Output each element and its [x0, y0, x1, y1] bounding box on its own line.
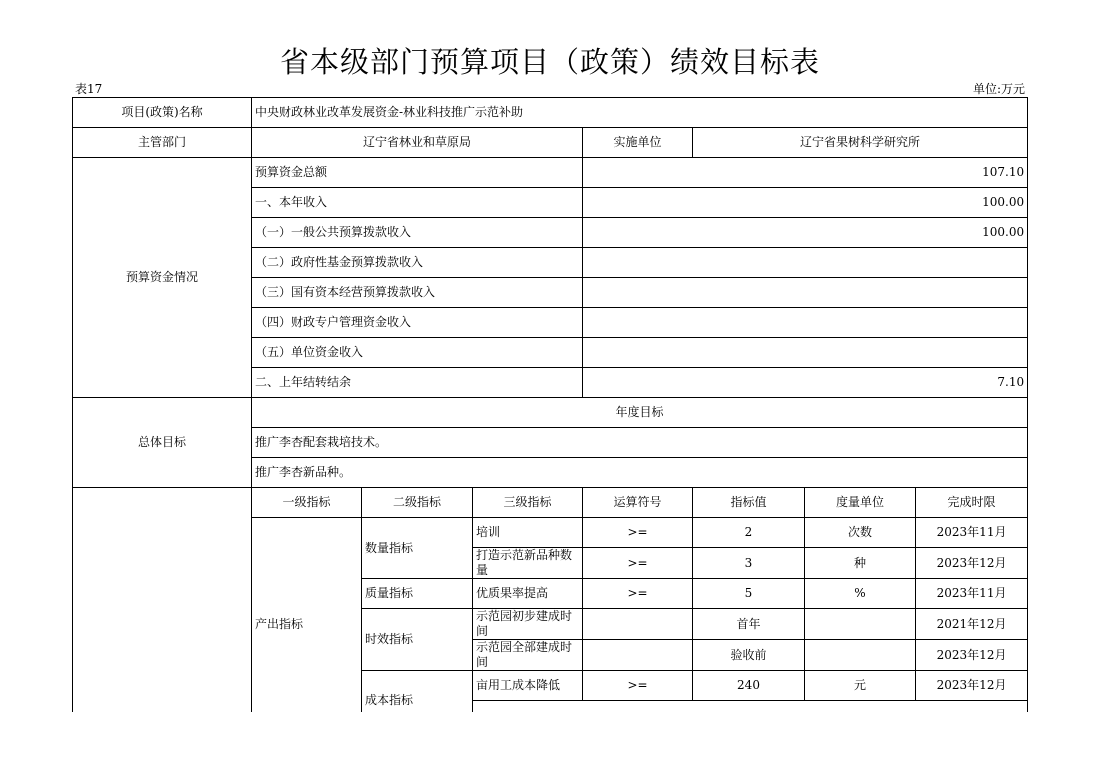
unit-cell: %	[805, 579, 916, 609]
value-cell: 2	[693, 518, 805, 548]
level2-cell: 时效指标	[362, 609, 473, 671]
level2-cell: 质量指标	[362, 579, 473, 609]
budget-row-value	[583, 338, 1028, 368]
page-cutoff	[0, 712, 1100, 778]
budget-row-value: 100.00	[583, 188, 1028, 218]
table-number: 表17	[75, 82, 103, 96]
value-cell: 3	[693, 548, 805, 579]
budget-row-label: （三）国有资本经营预算拨款收入	[252, 278, 583, 308]
dept-row	[73, 128, 1028, 158]
unit-label: 单位:万元	[972, 82, 1025, 96]
budget-row-label: 预算资金总额	[252, 158, 583, 188]
value-cell: 验收前	[693, 640, 805, 671]
goal-label: 总体目标	[73, 398, 252, 488]
header-level1: 一级指标	[252, 488, 362, 518]
indicator-header-row	[73, 488, 1028, 518]
value-cell: 5	[693, 579, 805, 609]
indicator-section-blank	[73, 488, 252, 731]
level2-cell: 成本指标	[362, 671, 473, 731]
budget-row-value	[583, 248, 1028, 278]
level3-cell: 培训	[473, 518, 583, 548]
goal-item: 推广李杏新品种。	[252, 458, 1028, 488]
level3-cell: 示范园初步建成时间	[473, 609, 583, 640]
header-value: 指标值	[693, 488, 805, 518]
dept-label: 主管部门	[73, 128, 252, 158]
operator-cell: >=	[583, 671, 693, 701]
goal-item: 推广李杏配套栽培技术。	[252, 428, 1028, 458]
value-cell: 首年	[693, 609, 805, 640]
deadline-cell: 2023年12月	[916, 640, 1028, 671]
level3-cell: 打造示范新品种数量	[473, 548, 583, 579]
header-level2: 二级指标	[362, 488, 473, 518]
year-goal-header: 年度目标	[252, 398, 1028, 428]
operator-cell: >=	[583, 518, 693, 548]
project-value: 中央财政林业改革发展资金-林业科技推广示范补助	[252, 98, 1028, 128]
level3-cell: 示范园全部建成时间	[473, 640, 583, 671]
operator-cell: >=	[583, 548, 693, 579]
deadline-cell: 2021年12月	[916, 609, 1028, 640]
level3-cell: 优质果率提高	[473, 579, 583, 609]
operator-cell	[583, 609, 693, 640]
impl-value: 辽宁省果树科学研究所	[693, 128, 1028, 158]
deadline-cell: 2023年12月	[916, 671, 1028, 701]
budget-row-value	[583, 278, 1028, 308]
performance-table	[72, 97, 1028, 731]
dept-value: 辽宁省林业和草原局	[252, 128, 583, 158]
header-level3: 三级指标	[473, 488, 583, 518]
budget-row-value: 7.10	[583, 368, 1028, 398]
project-row	[73, 98, 1028, 128]
level2-cell: 数量指标	[362, 518, 473, 579]
deadline-cell: 2023年12月	[916, 548, 1028, 579]
budget-row-label: （一）一般公共预算拨款收入	[252, 218, 583, 248]
deadline-cell: 2023年11月	[916, 518, 1028, 548]
level1-cell: 产出指标	[252, 518, 362, 731]
impl-label: 实施单位	[583, 128, 693, 158]
budget-row-value	[583, 308, 1028, 338]
unit-cell: 种	[805, 548, 916, 579]
budget-row-label: （五）单位资金收入	[252, 338, 583, 368]
project-label: 项目(政策)名称	[73, 98, 252, 128]
goal-row	[73, 398, 1028, 428]
budget-row-label: 一、本年收入	[252, 188, 583, 218]
level3-cell: 亩用工成本降低	[473, 671, 583, 701]
budget-row-label: （二）政府性基金预算拨款收入	[252, 248, 583, 278]
header-deadline: 完成时限	[916, 488, 1028, 518]
deadline-cell: 2023年11月	[916, 579, 1028, 609]
unit-cell: 次数	[805, 518, 916, 548]
header-unit: 度量单位	[805, 488, 916, 518]
budget-row-label: 二、上年结转结余	[252, 368, 583, 398]
operator-cell: >=	[583, 579, 693, 609]
unit-cell	[805, 609, 916, 640]
value-cell: 240	[693, 671, 805, 701]
unit-cell: 元	[805, 671, 916, 701]
budget-label: 预算资金情况	[73, 158, 252, 398]
page-title: 省本级部门预算项目（政策）绩效目标表	[279, 45, 820, 79]
budget-row-value: 107.10	[583, 158, 1028, 188]
budget-row-label: （四）财政专户管理资金收入	[252, 308, 583, 338]
budget-row-value: 100.00	[583, 218, 1028, 248]
header-operator: 运算符号	[583, 488, 693, 518]
budget-row	[73, 158, 1028, 188]
unit-cell	[805, 640, 916, 671]
operator-cell	[583, 640, 693, 671]
